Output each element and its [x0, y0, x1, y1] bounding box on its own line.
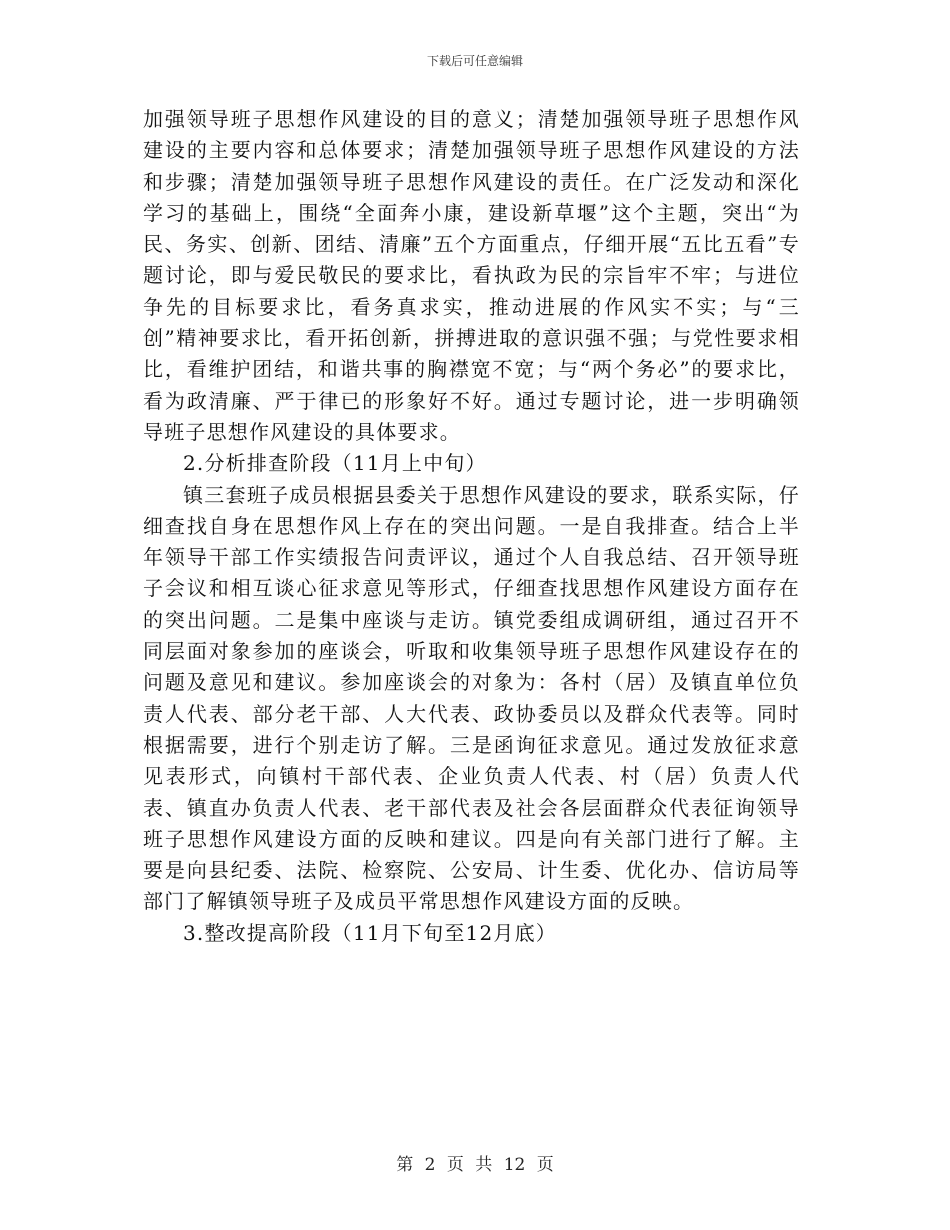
page-number-footer: 第 2 页 共 12 页 [396, 1155, 554, 1175]
section-heading-analysis-stage: 2.分析排查阶段（11月上中旬） [183, 451, 487, 476]
page-header-note: 下载后可任意编辑 [426, 54, 523, 68]
section-heading-rectification-stage: 3.整改提高阶段（11月下旬至12月底） [183, 920, 557, 945]
paragraph-continued-study-goals: 加强领导班子思想作风建设的目的意义；清楚加强领导班子思想作风建设的主要内容和总体要求；清楚加强领导班子思想作风建设的方法和步骤；清楚加强领导班子思想作风建设的责任。在广泛发动和深化学习的基础上，围绕“全面奔小康，建设新草堰”这个主题，突出“为民、务实、创新、团结、清廉”五个方面重点，仔细开展“五比五看”专题讨论，即与爱民敬民的要求比，看执政为民的宗旨牢不牢；与进位争先的目标要求比，看务真求实，推动进展的作风实不实；与“三创”精神要求比，看开拓创新，拼搏进取的意识强不强；与党性要求相比，看维护团结，和谐共事的胸襟宽不宽；与“两个务必”的要求比，看为政清廉、严于律已的形象好不好。通过专题讨论，进一步明确领导班子思想作风建设的具体要求。 [143, 107, 800, 444]
document-body [143, 104, 800, 949]
paragraph-analysis-details: 镇三套班子成员根据县委关于思想作风建设的要求，联系实际，仔细查找自身在思想作风上存在的突出问题。一是自我排查。结合上半年领导干部工作实绩报告问责评议，通过个人自我总结、召开领导班子会议和相互谈心征求意见等形式，仔细查找思想作风建设方面存在的突出问题。二是集中座谈与走访。镇党委组成调研组，通过召开不同层面对象参加的座谈会，听取和收集领导班子思想作风建设存在的问题及意见和建议。参加座谈会的对象为：各村（居）及镇直单位负责人代表、部分老干部、人大代表、政协委员以及群众代表等。同时根据需要，进行个别走访了解。三是函询征求意见。通过发放征求意见表形式，向镇村干部代表、企业负责人代表、村（居）负责人代表、镇直办负责人代表、老干部代表及社会各层面群众代表征询领导班子思想作风建设方面的反映和建议。四是向有关部门进行了解。主要是向县纪委、法院、检察院、公安局、计生委、优化办、信访局等部门了解镇领导班子及成员平常思想作风建设方面的反映。 [143, 482, 800, 914]
